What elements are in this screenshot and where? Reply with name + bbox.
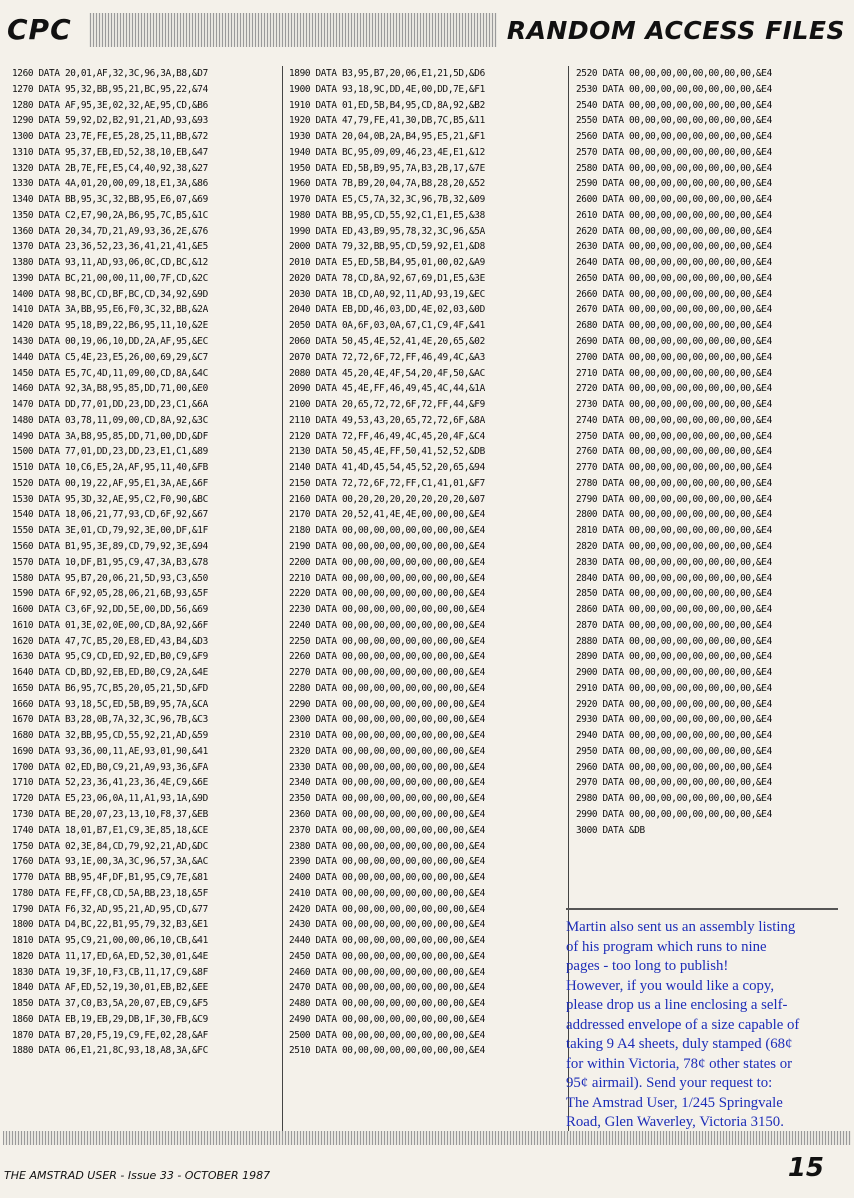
data-line: 2410 DATA 00,00,00,00,00,00,00,00,&E4 <box>289 887 485 899</box>
data-line: 1840 DATA AF,ED,52,19,30,01,EB,B2,&EE <box>12 982 208 994</box>
data-line: 1800 DATA D4,BC,22,B1,95,79,32,B3,&E1 <box>12 919 208 931</box>
data-line: 1880 DATA 06,E1,21,8C,93,18,A8,3A,&FC <box>12 1045 208 1057</box>
data-line: 2650 DATA 00,00,00,00,00,00,00,00,&E4 <box>576 272 772 284</box>
data-line: 2380 DATA 00,00,00,00,00,00,00,00,&E4 <box>289 840 485 852</box>
data-line: 1420 DATA 95,18,B9,22,B6,95,11,10,&2E <box>12 320 208 332</box>
data-line: 1610 DATA 01,3E,02,0E,00,CD,8A,92,&6F <box>12 619 208 631</box>
data-line: 2000 DATA 79,32,BB,95,CD,59,92,E1,&D8 <box>289 241 485 253</box>
data-line: 2370 DATA 00,00,00,00,00,00,00,00,&E4 <box>289 824 485 836</box>
data-line: 2210 DATA 00,00,00,00,00,00,00,00,&E4 <box>289 572 485 584</box>
data-line: 1530 DATA 95,3D,32,AE,95,C2,F0,90,&BC <box>12 493 208 505</box>
note-line: Martin also sent us an assembly listing <box>566 919 796 935</box>
data-line: 2200 DATA 00,00,00,00,00,00,00,00,&E4 <box>289 556 485 568</box>
data-line: 2830 DATA 00,00,00,00,00,00,00,00,&E4 <box>576 556 772 568</box>
data-line: 2840 DATA 00,00,00,00,00,00,00,00,&E4 <box>576 572 772 584</box>
data-line: 1590 DATA 6F,92,05,28,06,21,6B,93,&5F <box>12 588 208 600</box>
note-line: Road, Glen Waverley, Victoria 3150. <box>566 1114 784 1130</box>
data-line: 2310 DATA 00,00,00,00,00,00,00,00,&E4 <box>289 730 485 742</box>
data-line: 2450 DATA 00,00,00,00,00,00,00,00,&E4 <box>289 950 485 962</box>
data-line: 1780 DATA FE,FF,C8,CD,5A,BB,23,18,&5F <box>12 887 208 899</box>
note-line: 95¢ airmail). Send your request to: <box>566 1075 773 1091</box>
data-line: 1730 DATA BE,20,07,23,13,10,F8,37,&EB <box>12 808 208 820</box>
data-line: 2910 DATA 00,00,00,00,00,00,00,00,&E4 <box>576 682 772 694</box>
data-line: 2710 DATA 00,00,00,00,00,00,00,00,&E4 <box>576 367 772 379</box>
data-line: 2550 DATA 00,00,00,00,00,00,00,00,&E4 <box>576 115 772 127</box>
data-line: 1380 DATA 93,11,AD,93,06,0C,CD,BC,&12 <box>12 257 208 269</box>
data-line: 2240 DATA 00,00,00,00,00,00,00,00,&E4 <box>289 619 485 631</box>
data-line: 2500 DATA 00,00,00,00,00,00,00,00,&E4 <box>289 1029 485 1041</box>
note-line: of his program which runs to nine <box>566 938 767 955</box>
data-line: 1870 DATA B7,20,F5,19,C9,FE,02,28,&AF <box>12 1029 208 1041</box>
data-line: 2490 DATA 00,00,00,00,00,00,00,00,&E4 <box>289 1013 485 1025</box>
data-line: 2850 DATA 00,00,00,00,00,00,00,00,&E4 <box>576 588 772 600</box>
data-line: 1480 DATA 03,78,11,09,00,CD,8A,92,&3C <box>12 414 208 426</box>
data-line: 1430 DATA 00,19,06,10,DD,2A,AF,95,&EC <box>12 336 208 348</box>
data-line: 2120 DATA 72,FF,46,49,4C,45,20,4F,&C4 <box>289 430 485 442</box>
data-line: 2060 DATA 50,45,4E,52,41,4E,20,65,&02 <box>289 336 485 348</box>
data-line: 2790 DATA 00,00,00,00,00,00,00,00,&E4 <box>576 493 772 505</box>
data-line: 2750 DATA 00,00,00,00,00,00,00,00,&E4 <box>576 430 772 442</box>
data-line: 1700 DATA 02,ED,B0,C9,21,A9,93,36,&FA <box>12 761 208 773</box>
data-line: 2970 DATA 00,00,00,00,00,00,00,00,&E4 <box>576 777 772 789</box>
data-line: 2320 DATA 00,00,00,00,00,00,00,00,&E4 <box>289 745 485 757</box>
data-line: 1360 DATA 20,34,7D,21,A9,93,36,2E,&76 <box>12 225 208 237</box>
data-line: 2990 DATA 00,00,00,00,00,00,00,00,&E4 <box>576 808 772 820</box>
data-line: 2100 DATA 20,65,72,72,6F,72,FF,44,&F9 <box>289 399 485 411</box>
data-line: 2980 DATA 00,00,00,00,00,00,00,00,&E4 <box>576 793 772 805</box>
data-line: 2960 DATA 00,00,00,00,00,00,00,00,&E4 <box>576 761 772 773</box>
data-line: 1310 DATA 95,37,EB,ED,52,38,10,EB,&47 <box>12 146 208 158</box>
data-line: 2480 DATA 00,00,00,00,00,00,00,00,&E4 <box>289 998 485 1010</box>
data-line: 3000 DATA &DB <box>576 824 645 836</box>
data-line: 2740 DATA 00,00,00,00,00,00,00,00,&E4 <box>576 414 772 426</box>
data-line: 1640 DATA CD,BD,92,EB,ED,B0,C9,2A,&4E <box>12 667 208 679</box>
data-line: 1440 DATA C5,4E,23,E5,26,00,69,29,&C7 <box>12 351 208 363</box>
data-line: 2220 DATA 00,00,00,00,00,00,00,00,&E4 <box>289 588 485 600</box>
data-line: 2930 DATA 00,00,00,00,00,00,00,00,&E4 <box>576 714 772 726</box>
data-line: 2020 DATA 78,CD,8A,92,67,69,D1,E5,&3E <box>289 272 485 284</box>
data-line: 2470 DATA 00,00,00,00,00,00,00,00,&E4 <box>289 982 485 994</box>
listing-column-1 <box>12 66 208 1059</box>
data-line: 2510 DATA 00,00,00,00,00,00,00,00,&E4 <box>289 1045 485 1057</box>
data-line: 1580 DATA 95,B7,20,06,21,5D,93,C3,&50 <box>12 572 208 584</box>
page-number: 15 <box>787 1153 824 1183</box>
data-line: 1630 DATA 95,C9,CD,ED,92,ED,B0,C9,&F9 <box>12 651 208 663</box>
data-line: 2530 DATA 00,00,00,00,00,00,00,00,&E4 <box>576 83 772 95</box>
data-line: 1660 DATA 93,18,5C,ED,5B,B9,95,7A,&CA <box>12 698 208 710</box>
data-line: 2700 DATA 00,00,00,00,00,00,00,00,&E4 <box>576 351 772 363</box>
data-line: 1550 DATA 3E,01,CD,79,92,3E,00,DF,&1F <box>12 525 208 537</box>
note-line: pages - too long to publish! <box>566 958 729 974</box>
data-line: 2170 DATA 20,52,41,4E,4E,00,00,00,&E4 <box>289 509 485 521</box>
column-divider <box>282 66 283 1144</box>
data-line: 2390 DATA 00,00,00,00,00,00,00,00,&E4 <box>289 856 485 868</box>
data-line: 1890 DATA B3,95,B7,20,06,E1,21,5D,&D6 <box>289 68 485 79</box>
footer-stripe <box>3 1131 851 1145</box>
data-line: 1760 DATA 93,1E,00,3A,3C,96,57,3A,&AC <box>12 856 208 868</box>
data-line: 2250 DATA 00,00,00,00,00,00,00,00,&E4 <box>289 635 485 647</box>
data-line: 1280 DATA AF,95,3E,02,32,AE,95,CD,&B6 <box>12 99 208 111</box>
data-line: 1340 DATA BB,95,3C,32,BB,95,E6,07,&69 <box>12 194 208 206</box>
data-line: 1620 DATA 47,7C,B5,20,E8,ED,43,B4,&D3 <box>12 635 208 647</box>
data-line: 2950 DATA 00,00,00,00,00,00,00,00,&E4 <box>576 745 772 757</box>
data-line: 2920 DATA 00,00,00,00,00,00,00,00,&E4 <box>576 698 772 710</box>
data-line: 2340 DATA 00,00,00,00,00,00,00,00,&E4 <box>289 777 485 789</box>
data-line: 2760 DATA 00,00,00,00,00,00,00,00,&E4 <box>576 446 772 458</box>
data-line: 1370 DATA 23,36,52,23,36,41,21,41,&E5 <box>12 241 208 253</box>
data-line: 2940 DATA 00,00,00,00,00,00,00,00,&E4 <box>576 730 772 742</box>
data-line: 2680 DATA 00,00,00,00,00,00,00,00,&E4 <box>576 320 772 332</box>
editor-note-text <box>566 918 838 1133</box>
data-line: 1910 DATA 01,ED,5B,B4,95,CD,8A,92,&B2 <box>289 99 485 111</box>
data-line: 1900 DATA 93,18,9C,DD,4E,00,DD,7E,&F1 <box>289 83 485 95</box>
data-line: 1350 DATA C2,E7,90,2A,B6,95,7C,B5,&1C <box>12 209 208 221</box>
data-line: 2900 DATA 00,00,00,00,00,00,00,00,&E4 <box>576 667 772 679</box>
data-line: 1680 DATA 32,BB,95,CD,55,92,21,AD,&59 <box>12 730 208 742</box>
data-line: 1500 DATA 77,01,DD,23,DD,23,E1,C1,&89 <box>12 446 208 458</box>
data-line: 2280 DATA 00,00,00,00,00,00,00,00,&E4 <box>289 682 485 694</box>
title-box <box>497 13 851 47</box>
data-line: 1940 DATA BC,95,09,09,46,23,4E,E1,&12 <box>289 146 485 158</box>
data-line: 1770 DATA BB,95,4F,DF,B1,95,C9,7E,&81 <box>12 872 208 884</box>
data-line: 2400 DATA 00,00,00,00,00,00,00,00,&E4 <box>289 872 485 884</box>
data-line: 2870 DATA 00,00,00,00,00,00,00,00,&E4 <box>576 619 772 631</box>
data-line: 1710 DATA 52,23,36,41,23,36,4E,C9,&6E <box>12 777 208 789</box>
data-line: 1850 DATA 37,C0,B3,5A,20,07,EB,C9,&F5 <box>12 998 208 1010</box>
data-line: 2880 DATA 00,00,00,00,00,00,00,00,&E4 <box>576 635 772 647</box>
data-line: 1490 DATA 3A,B8,95,85,DD,71,00,DD,&DF <box>12 430 208 442</box>
listing-column-3 <box>576 66 772 839</box>
data-line: 2590 DATA 00,00,00,00,00,00,00,00,&E4 <box>576 178 772 190</box>
page-title: RANDOM ACCESS FILES <box>506 16 845 45</box>
listing-column-2 <box>289 66 485 1059</box>
data-line: 2690 DATA 00,00,00,00,00,00,00,00,&E4 <box>576 336 772 348</box>
section-label: CPC <box>7 13 72 46</box>
data-line: 2860 DATA 00,00,00,00,00,00,00,00,&E4 <box>576 604 772 616</box>
data-line: 1560 DATA B1,95,3E,89,CD,79,92,3E,&94 <box>12 540 208 552</box>
data-line: 1460 DATA 92,3A,B8,95,85,DD,71,00,&E0 <box>12 383 208 395</box>
data-line: 1410 DATA 3A,BB,95,E6,F0,3C,32,BB,&2A <box>12 304 208 316</box>
data-line: 2810 DATA 00,00,00,00,00,00,00,00,&E4 <box>576 525 772 537</box>
data-line: 2460 DATA 00,00,00,00,00,00,00,00,&E4 <box>289 966 485 978</box>
data-line: 2130 DATA 50,45,4E,FF,50,41,52,52,&DB <box>289 446 485 458</box>
data-line: 2730 DATA 00,00,00,00,00,00,00,00,&E4 <box>576 399 772 411</box>
data-line: 2620 DATA 00,00,00,00,00,00,00,00,&E4 <box>576 225 772 237</box>
data-line: 1570 DATA 10,DF,B1,95,C9,47,3A,B3,&78 <box>12 556 208 568</box>
data-line: 2660 DATA 00,00,00,00,00,00,00,00,&E4 <box>576 288 772 300</box>
data-line: 2670 DATA 00,00,00,00,00,00,00,00,&E4 <box>576 304 772 316</box>
data-line: 1670 DATA B3,28,0B,7A,32,3C,96,7B,&C3 <box>12 714 208 726</box>
data-line: 2190 DATA 00,00,00,00,00,00,00,00,&E4 <box>289 540 485 552</box>
note-line: addressed envelope of a size capable of <box>566 1016 800 1033</box>
data-line: 2430 DATA 00,00,00,00,00,00,00,00,&E4 <box>289 919 485 931</box>
data-line: 2640 DATA 00,00,00,00,00,00,00,00,&E4 <box>576 257 772 269</box>
data-line: 2780 DATA 00,00,00,00,00,00,00,00,&E4 <box>576 477 772 489</box>
data-line: 2420 DATA 00,00,00,00,00,00,00,00,&E4 <box>289 903 485 915</box>
data-line: 1950 DATA ED,5B,B9,95,7A,B3,2B,17,&7E <box>289 162 485 174</box>
data-line: 2610 DATA 00,00,00,00,00,00,00,00,&E4 <box>576 209 772 221</box>
data-line: 2350 DATA 00,00,00,00,00,00,00,00,&E4 <box>289 793 485 805</box>
data-line: 1540 DATA 18,06,21,77,93,CD,6F,92,&67 <box>12 509 208 521</box>
data-line: 1930 DATA 20,04,0B,2A,B4,95,E5,21,&F1 <box>289 131 485 143</box>
data-line: 2260 DATA 00,00,00,00,00,00,00,00,&E4 <box>289 651 485 663</box>
data-line: 2010 DATA E5,ED,5B,B4,95,01,00,02,&A9 <box>289 257 485 269</box>
page-header <box>3 13 851 47</box>
data-line: 1980 DATA BB,95,CD,55,92,C1,E1,E5,&38 <box>289 209 485 221</box>
data-line: 2520 DATA 00,00,00,00,00,00,00,00,&E4 <box>576 68 772 79</box>
note-line: However, if you would like a copy, <box>566 977 775 994</box>
data-line: 2540 DATA 00,00,00,00,00,00,00,00,&E4 <box>576 99 772 111</box>
data-line: 1820 DATA 11,17,ED,6A,ED,52,30,01,&4E <box>12 950 208 962</box>
data-line: 2070 DATA 72,72,6F,72,FF,46,49,4C,&A3 <box>289 351 485 363</box>
data-line: 1260 DATA 20,01,AF,32,3C,96,3A,B8,&D7 <box>12 68 208 79</box>
data-line: 1970 DATA E5,C5,7A,32,3C,96,7B,32,&09 <box>289 194 485 206</box>
data-line: 2160 DATA 00,20,20,20,20,20,20,20,&07 <box>289 493 485 505</box>
data-line: 1390 DATA BC,21,00,00,11,00,7F,CD,&2C <box>12 272 208 284</box>
data-line: 1520 DATA 00,19,22,AF,95,E1,3A,AE,&6F <box>12 477 208 489</box>
data-line: 2720 DATA 00,00,00,00,00,00,00,00,&E4 <box>576 383 772 395</box>
data-line: 1860 DATA EB,19,EB,29,DB,1F,30,FB,&C9 <box>12 1013 208 1025</box>
data-line: 2090 DATA 45,4E,FF,46,49,45,4C,44,&1A <box>289 383 485 395</box>
data-line: 2600 DATA 00,00,00,00,00,00,00,00,&E4 <box>576 194 772 206</box>
data-line: 2050 DATA 0A,6F,03,0A,67,C1,C9,4F,&41 <box>289 320 485 332</box>
data-line: 1750 DATA 02,3E,84,CD,79,92,21,AD,&DC <box>12 840 208 852</box>
data-line: 2080 DATA 45,20,4E,4F,54,20,4F,50,&AC <box>289 367 485 379</box>
data-line: 2040 DATA EB,DD,46,03,DD,4E,02,03,&0D <box>289 304 485 316</box>
data-line: 2290 DATA 00,00,00,00,00,00,00,00,&E4 <box>289 698 485 710</box>
data-line: 1330 DATA 4A,01,20,00,09,18,E1,3A,&86 <box>12 178 208 190</box>
data-line: 2580 DATA 00,00,00,00,00,00,00,00,&E4 <box>576 162 772 174</box>
data-line: 2140 DATA 41,4D,45,54,45,52,20,65,&94 <box>289 462 485 474</box>
data-line: 1290 DATA 59,92,D2,B2,91,21,AD,93,&93 <box>12 115 208 127</box>
data-line: 2820 DATA 00,00,00,00,00,00,00,00,&E4 <box>576 540 772 552</box>
note-line: for within Victoria, 78¢ other states or <box>566 1055 793 1072</box>
data-line: 2330 DATA 00,00,00,00,00,00,00,00,&E4 <box>289 761 485 773</box>
data-line: 1320 DATA 2B,7E,FE,E5,C4,40,92,38,&27 <box>12 162 208 174</box>
section-label-box <box>3 13 89 47</box>
data-line: 2800 DATA 00,00,00,00,00,00,00,00,&E4 <box>576 509 772 521</box>
note-line: The Amstrad User, 1/245 Springvale <box>566 1094 783 1111</box>
data-line: 2230 DATA 00,00,00,00,00,00,00,00,&E4 <box>289 604 485 616</box>
data-line: 1650 DATA B6,95,7C,B5,20,05,21,5D,&FD <box>12 682 208 694</box>
data-line: 2890 DATA 00,00,00,00,00,00,00,00,&E4 <box>576 651 772 663</box>
data-line: 1720 DATA E5,23,06,0A,11,A1,93,1A,&9D <box>12 793 208 805</box>
data-line: 1270 DATA 95,32,BB,95,21,BC,95,22,&74 <box>12 83 208 95</box>
data-line: 1400 DATA 98,BC,CD,BF,BC,CD,34,92,&9D <box>12 288 208 300</box>
data-line: 2150 DATA 72,72,6F,72,FF,C1,41,01,&F7 <box>289 477 485 489</box>
data-line: 2440 DATA 00,00,00,00,00,00,00,00,&E4 <box>289 935 485 947</box>
data-line: 2270 DATA 00,00,00,00,00,00,00,00,&E4 <box>289 667 485 679</box>
note-line: taking 9 A4 sheets, duly stamped (68¢ <box>566 1036 793 1052</box>
data-line: 2630 DATA 00,00,00,00,00,00,00,00,&E4 <box>576 241 772 253</box>
data-line: 2030 DATA 1B,CD,A0,92,11,AD,93,19,&EC <box>289 288 485 300</box>
data-line: 1510 DATA 10,C6,E5,2A,AF,95,11,40,&FB <box>12 462 208 474</box>
data-line: 1790 DATA F6,32,AD,95,21,AD,95,CD,&77 <box>12 903 208 915</box>
data-line: 2770 DATA 00,00,00,00,00,00,00,00,&E4 <box>576 462 772 474</box>
data-line: 1690 DATA 93,36,00,11,AE,93,01,90,&41 <box>12 745 208 757</box>
data-line: 1810 DATA 95,C9,21,00,00,06,10,CB,&41 <box>12 935 208 947</box>
data-line: 1960 DATA 7B,B9,20,04,7A,B8,28,20,&52 <box>289 178 485 190</box>
data-line: 2360 DATA 00,00,00,00,00,00,00,00,&E4 <box>289 808 485 820</box>
data-line: 1450 DATA E5,7C,4D,11,09,00,CD,8A,&4C <box>12 367 208 379</box>
data-line: 1990 DATA ED,43,B9,95,78,32,3C,96,&5A <box>289 225 485 237</box>
data-line: 1300 DATA 23,7E,FE,E5,28,25,11,BB,&72 <box>12 131 208 143</box>
data-line: 1470 DATA DD,77,01,DD,23,DD,23,C1,&6A <box>12 399 208 411</box>
footer-issue-info: THE AMSTRAD USER - Issue 33 - OCTOBER 1987 <box>4 1169 271 1182</box>
data-line: 1830 DATA 19,3F,10,F3,CB,11,17,C9,&8F <box>12 966 208 978</box>
data-line: 2180 DATA 00,00,00,00,00,00,00,00,&E4 <box>289 525 485 537</box>
data-line: 1600 DATA C3,6F,92,DD,5E,00,DD,56,&69 <box>12 604 208 616</box>
data-line: 2570 DATA 00,00,00,00,00,00,00,00,&E4 <box>576 146 772 158</box>
data-line: 2560 DATA 00,00,00,00,00,00,00,00,&E4 <box>576 131 772 143</box>
data-line: 2300 DATA 00,00,00,00,00,00,00,00,&E4 <box>289 714 485 726</box>
data-line: 1920 DATA 47,79,FE,41,30,DB,7C,B5,&11 <box>289 115 485 127</box>
data-line: 1740 DATA 18,01,B7,E1,C9,3E,85,18,&CE <box>12 824 208 836</box>
data-line: 2110 DATA 49,53,43,20,65,72,72,6F,&8A <box>289 414 485 426</box>
editor-note <box>566 908 838 1133</box>
note-line: please drop us a line enclosing a self- <box>566 997 788 1013</box>
